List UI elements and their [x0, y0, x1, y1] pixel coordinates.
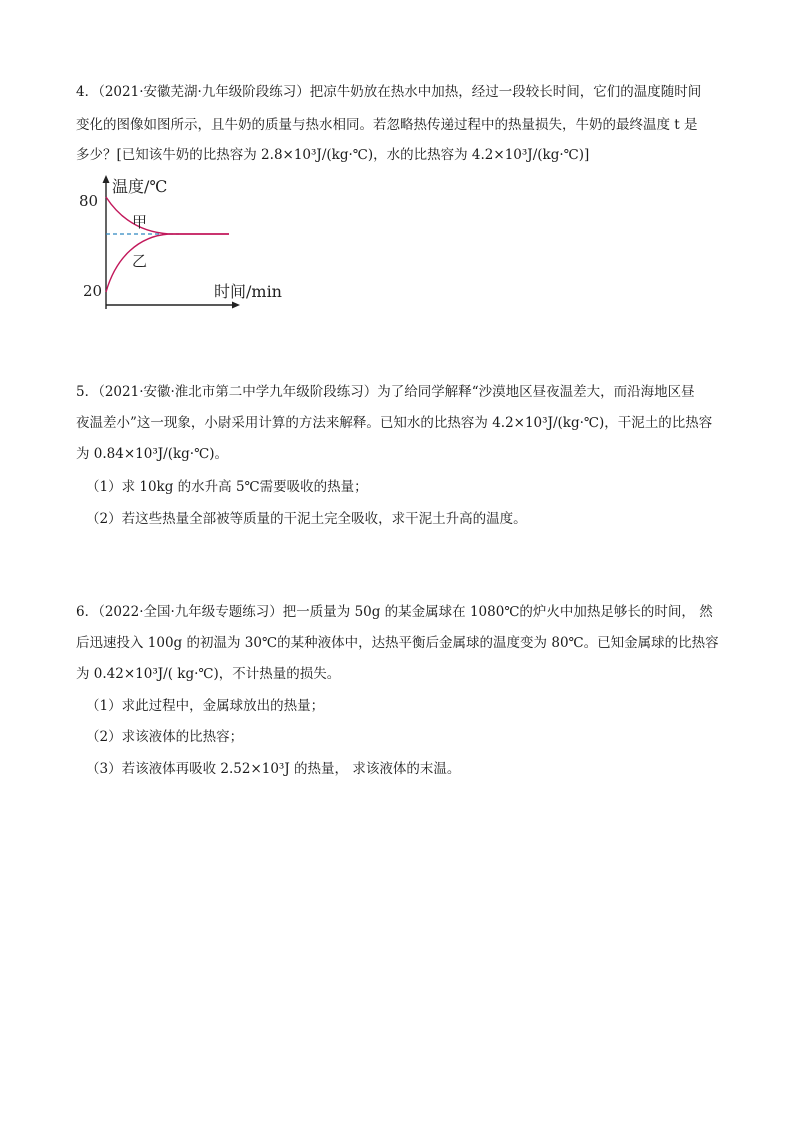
q6-text-line-1: 6．（2022·全国·九年级专题练习）把一质量为 50g 的某金属球在 1080℃的炉火中加热足够长的时间， 然 [76, 604, 713, 620]
q6-text-line-2: 后迅速投入 100g 的初温为 30℃的某种液体中，达热平衡后金属球的温度变为 80℃。已知金属球的比热容 [76, 635, 719, 651]
y-tick-80: 80 [79, 192, 99, 210]
temperature-time-graph [74, 172, 304, 312]
q4-text-line-3: 多少？[已知该牛奶的比热容为 2.8×10³J/(kg·℃)，水的比热容为 4.2×10³J/(kg·℃)] [76, 147, 590, 163]
curve-yi [106, 234, 229, 292]
q6-sub-question-1: （1）求此过程中，金属球放出的热量； [86, 698, 325, 714]
q5-text-line-3: 为 0.84×10³J/(kg·℃)。 [76, 446, 228, 462]
q4-text-line-1: 4．（2021·安徽芜湖·九年级阶段练习）把凉牛奶放在热水中加热，经过一段较长时间，它们的温度随时间 [76, 84, 702, 100]
label-jia: 甲 [132, 213, 148, 231]
q5-text-line-2: 夜温差小”这一现象，小尉采用计算的方法来解释。已知水的比热容为 4.2×10³J/(kg·℃)，干泥土的比热容 [76, 415, 713, 431]
x-axis-arrow [232, 302, 240, 309]
label-yi: 乙 [132, 252, 148, 270]
q6-sub-question-2: （2）求该液体的比热容； [86, 729, 244, 745]
q5-sub-question-1: （1）求 10kg 的水升高 5℃需要吸收的热量； [86, 479, 368, 495]
q6-text-line-3: 为 0.42×10³J/( kg·℃)，不计热量的损失。 [76, 666, 341, 682]
q6-sub-question-3: （3）若该液体再吸收 2.52×10³J 的热量， 求该液体的末温。 [86, 761, 461, 777]
q5-sub-question-2: （2）若这些热量全部被等质量的干泥土完全吸收，求干泥土升高的温度。 [86, 511, 527, 527]
q4-text-line-2: 变化的图像如图所示，且牛奶的质量与热水相同。若忽略热传递过程中的热量损失，牛奶的最终温度 t 是 [76, 117, 698, 133]
y-axis-label: 温度/℃ [112, 177, 168, 196]
q5-text-line-1: 5．（2021·安徽·淮北市第二中学九年级阶段练习）为了给同学解释“沙漠地区昼夜温差大，而沿海地区昼 [76, 384, 695, 400]
curve-jia [106, 197, 229, 234]
x-axis-label: 时间/min [214, 282, 282, 301]
y-axis-arrow [103, 175, 110, 183]
y-tick-20: 20 [83, 282, 103, 300]
